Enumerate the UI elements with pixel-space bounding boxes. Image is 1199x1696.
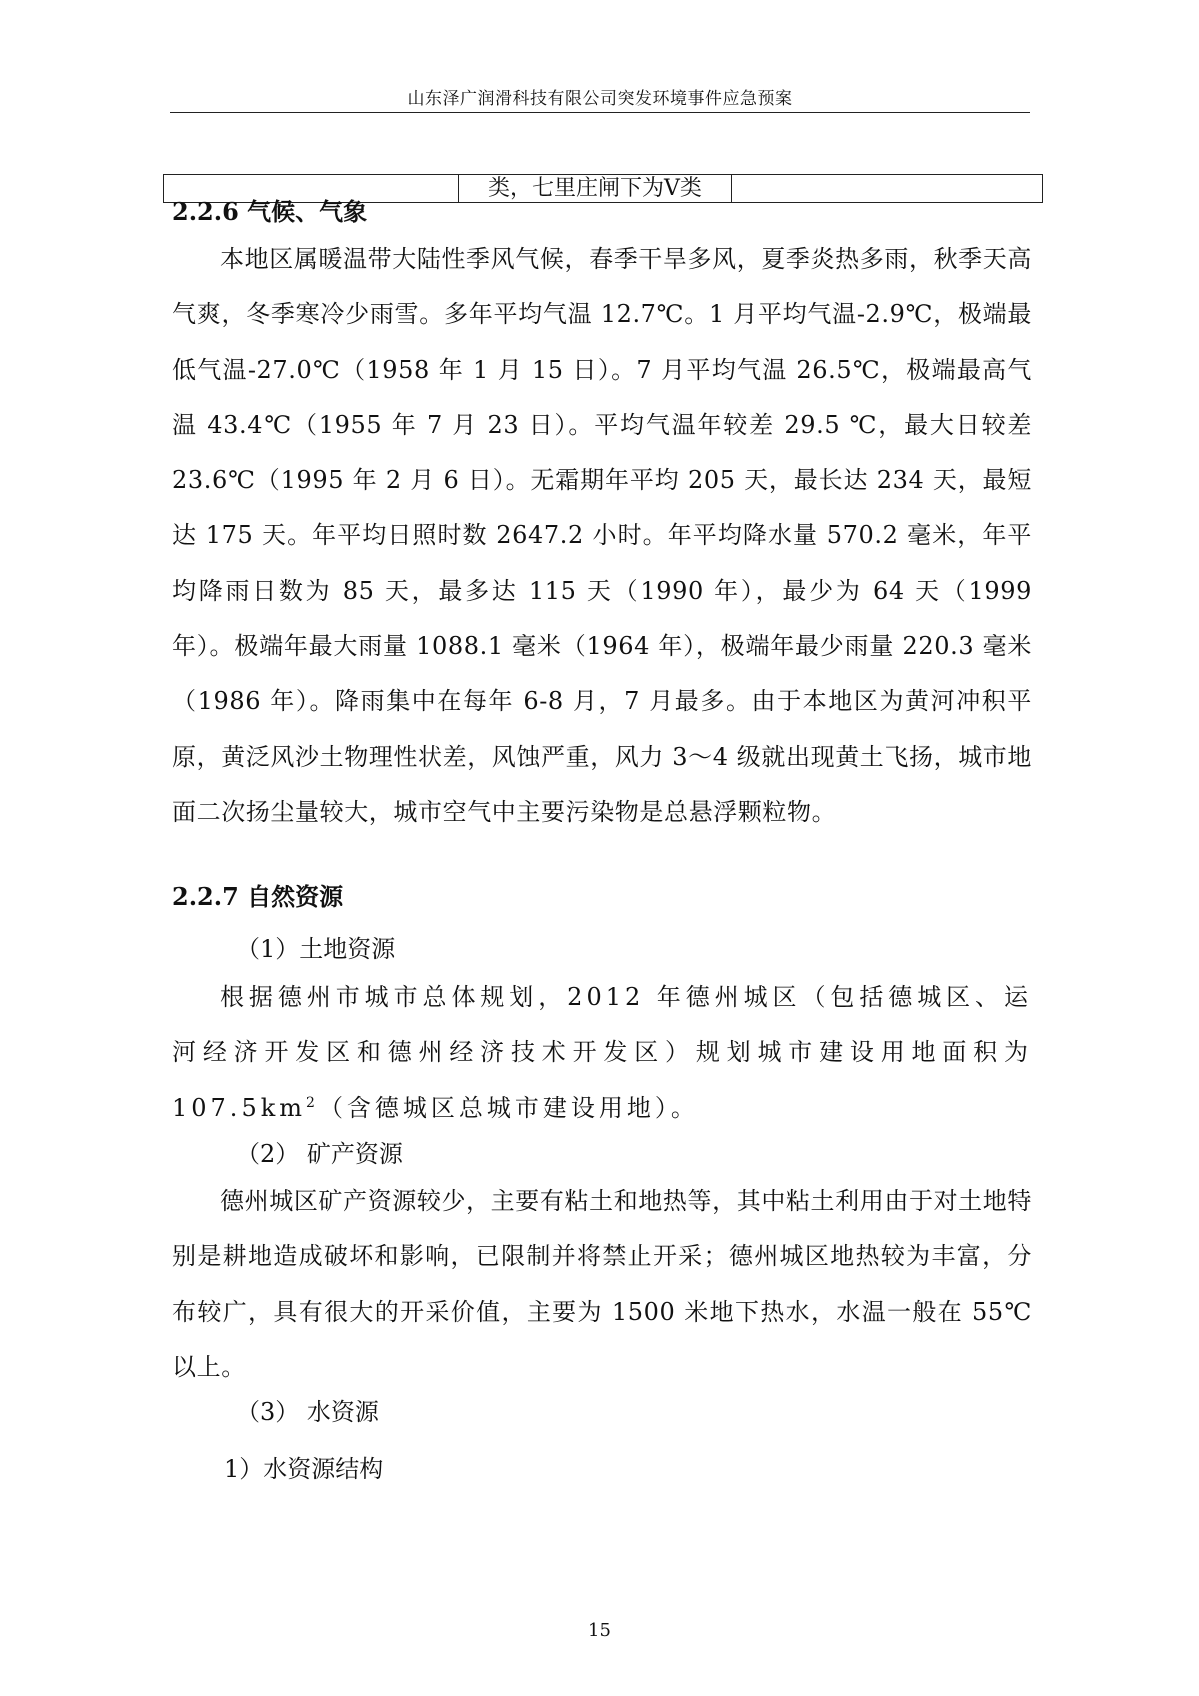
- superscript-two: 2: [306, 1094, 319, 1111]
- climate-paragraph: 本地区属暖温带大陆性季风气候，春季干旱多风，夏季炎热多雨，秋季天高气爽，冬季寒冷少雨雪。多年平均气温 12.7℃。1 月平均气温-2.9℃，极端最低气温-27.0℃（1958 年 1 月 15 日）。7 月平均气温 26.5℃，极端最高气温 43.4℃（1955 年 7 月 23 日）。平均气温年较差 29.5 ℃，最大日较差 23.6℃（1995 年 2 月 6 日）。无霜期年平均 205 天，最长达 234 天，最短达 175 天。年平均日照时数 2647.2 小时。年平均降水量 570.2 毫米，年平均降雨日数为 85 天，最多达 115 天（1990 年），最少为 64 天（1999 年）。极端年最大雨量 1088.1 毫米（1964 年），极端年最少雨量 220.3 毫米（1986 年）。降雨集中在每年 6-8 月，7 月最多。由于本地区为黄河冲积平原，黄泛风沙土物理性状差，风蚀严重，风力 3～4 级就出现黄土飞扬，城市地面二次扬尘量较大，城市空气中主要污染物是总悬浮颗粒物。: [172, 245, 1032, 826]
- header-divider: [170, 112, 1030, 113]
- table-cell-right: [732, 175, 1043, 203]
- land-resources-paragraph: [172, 970, 1032, 1136]
- section-heading-natural-resources: 2.2.7 自然资源: [172, 882, 344, 911]
- mineral-resources-paragraph: 德州城区矿产资源较少，主要有粘土和地热等，其中粘土利用由于对土地特别是耕地造成破坏和影响，已限制并将禁止开采；德州城区地热较为丰富，分布较广，具有很大的开采价值，主要为 1500 米地下热水，水温一般在 55℃以上。: [172, 1187, 1032, 1381]
- table-cell-middle: 类，七里庄闸下为Ⅴ类: [459, 175, 732, 203]
- section-heading-climate: 2.2.6 气候、气象: [172, 197, 368, 226]
- page-number: 15: [588, 1620, 611, 1641]
- subheading-land-resources: （1）土地资源: [236, 935, 396, 963]
- subheading-mineral-resources: （2） 矿产资源: [236, 1140, 403, 1168]
- land-resources-text: 根据德州市城市总体规划，2012 年德州城区（包括德城区、运河经济开发区和德州经济技术开发区）规划城市建设用地面积为 107.5km: [172, 983, 1032, 1122]
- running-header: 山东泽广润滑科技有限公司突发环境事件应急预案: [407, 89, 793, 109]
- subheading-water-structure: 1）水资源结构: [224, 1455, 384, 1483]
- land-resources-tail: （含德城区总城市建设用地）。: [318, 1093, 699, 1122]
- subheading-water-resources: （3） 水资源: [236, 1398, 379, 1426]
